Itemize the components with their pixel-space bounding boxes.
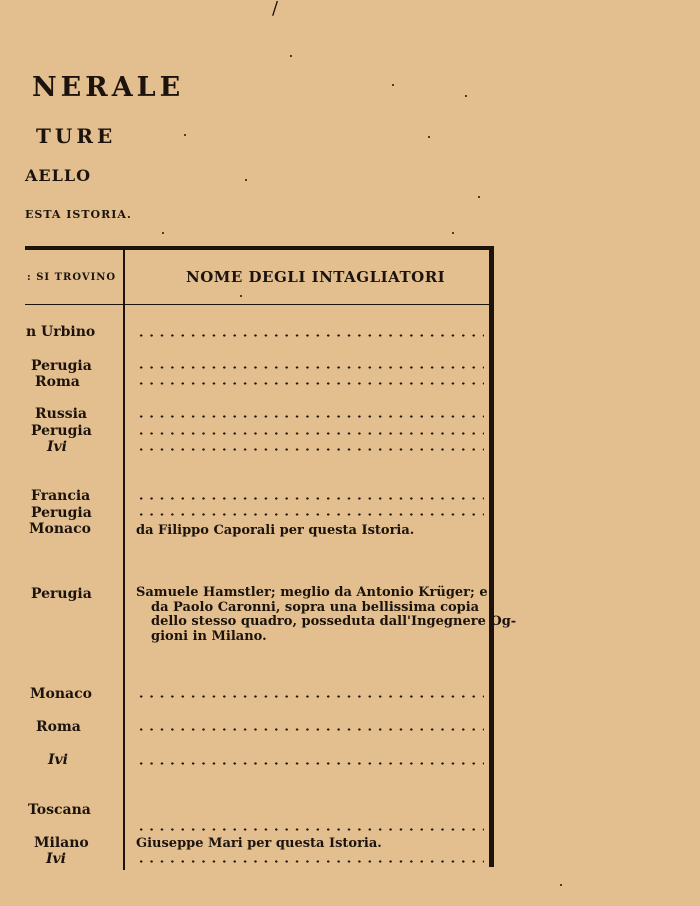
place-perugia-3: Perugia — [31, 505, 92, 521]
column-header-engravers: NOME DEGLI INTAGLIATORI — [186, 268, 446, 286]
place-monaco-2: Monaco — [30, 686, 92, 702]
paper-speck — [452, 232, 454, 234]
engraver-perugia-line: Samuele Hamstler; meglio da Antonio Krüger; e — [136, 585, 488, 600]
place-perugia-4: Perugia — [31, 586, 92, 602]
dotted-leader — [136, 513, 484, 516]
paper-speck — [478, 196, 480, 198]
table-column-divider — [123, 250, 125, 870]
title-line-1: NERALE — [32, 72, 185, 103]
page-mark: / — [272, 0, 279, 19]
paper-speck — [240, 295, 242, 297]
place-ivi-1: Ivi — [47, 439, 68, 455]
table-right-rule — [489, 246, 494, 867]
place-roma-2: Roma — [36, 719, 81, 735]
dotted-leader — [136, 762, 484, 765]
title-line-2: TURE — [36, 124, 117, 148]
dotted-leader — [136, 497, 484, 500]
paper-speck — [560, 884, 562, 886]
dotted-leader — [136, 695, 484, 698]
paper-speck — [392, 84, 394, 86]
paper-speck — [184, 134, 186, 136]
engraver-monaco: da Filippo Caporali per questa Istoria. — [136, 523, 415, 538]
engraver-milano: Giuseppe Mari per questa Istoria. — [136, 836, 382, 851]
place-milano: Milano — [34, 835, 89, 851]
dotted-leader — [136, 860, 484, 863]
title-line-4: ESTA ISTORIA. — [25, 208, 132, 221]
column-header-location: : SI TROVINO — [27, 272, 117, 283]
dotted-leader — [136, 415, 484, 418]
place-urbino: n Urbino — [26, 324, 96, 340]
dotted-leader — [136, 828, 484, 831]
column-header-location-text: SI TROVINO — [36, 272, 117, 283]
dotted-leader — [136, 448, 484, 451]
paper-speck — [290, 55, 292, 57]
dotted-leader — [136, 382, 484, 385]
place-ivi-3: Ivi — [46, 851, 67, 867]
place-perugia-2: Perugia — [31, 423, 92, 439]
dotted-leader — [136, 432, 484, 435]
paper-speck — [465, 95, 467, 97]
engraver-perugia-line: dello stesso quadro, posseduta dall'Ingegnere Og- — [151, 614, 517, 629]
table-header-rule — [25, 304, 491, 305]
dotted-leader — [136, 366, 484, 369]
paper-speck — [162, 232, 164, 234]
dotted-leader — [136, 728, 484, 731]
place-perugia-1: Perugia — [31, 358, 92, 374]
place-roma-1: Roma — [35, 374, 80, 390]
paper-speck — [428, 136, 430, 138]
title-line-3: AELLO — [25, 166, 92, 185]
engraver-perugia — [136, 585, 517, 644]
engraver-perugia-line: da Paolo Caronni, sopra una bellissima copia — [151, 599, 480, 615]
paper-speck — [245, 179, 247, 181]
place-ivi-2: Ivi — [48, 752, 69, 768]
place-monaco-1: Monaco — [29, 521, 91, 537]
place-toscana: Toscana — [28, 802, 91, 818]
dotted-leader — [136, 334, 484, 337]
place-russia: Russia — [35, 406, 87, 422]
engraver-perugia-line: gioni in Milano. — [151, 628, 267, 644]
table-top-rule — [25, 246, 493, 250]
place-francia: Francia — [31, 488, 91, 504]
